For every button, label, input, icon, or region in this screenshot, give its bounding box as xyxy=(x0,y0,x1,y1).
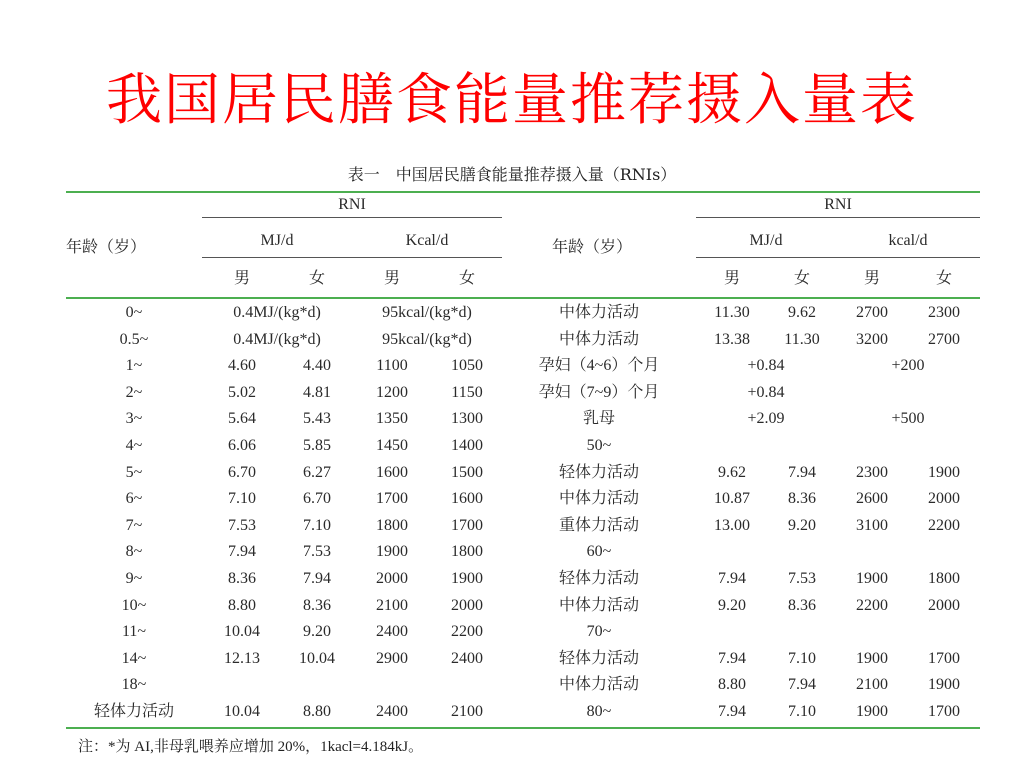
table-caption: 表一 中国居民膳食能量推荐摄入量（RNIs） xyxy=(347,165,677,184)
table-cell-f3: 8.36 xyxy=(788,596,816,614)
table-cell-m1: 10.04 xyxy=(224,703,260,720)
table-cell-f2: 2400 xyxy=(451,649,483,667)
table-cell-m1: 12.13 xyxy=(224,649,260,667)
table-cell-m3: 8.80 xyxy=(718,676,746,694)
table-cell-f4: 2300 xyxy=(928,304,960,321)
header-mjd-right: MJ/d xyxy=(749,232,783,249)
table-cell-b: 70~ xyxy=(586,623,612,641)
table-cell-f4: 1800 xyxy=(928,570,960,587)
table-cell-m3: 10.87 xyxy=(714,490,750,508)
table-cell-f1: 8.80 xyxy=(303,703,331,720)
table-cell-a: 2~ xyxy=(125,383,143,401)
rni-left-underline xyxy=(202,217,502,218)
table-cell-f4: 2700 xyxy=(928,330,960,348)
table-cell-m1: 7.53 xyxy=(228,516,256,534)
table-cell-m4: +500 xyxy=(891,410,925,428)
table-cell-m4: 3200 xyxy=(856,330,888,348)
table-cell-m1: 6.70 xyxy=(228,463,256,481)
table-cell-f2: 1400 xyxy=(451,437,483,454)
table-cell-f3: 7.94 xyxy=(788,463,816,481)
table-cell-f1: 4.40 xyxy=(303,357,331,375)
table-cell-f2: 1050 xyxy=(451,357,483,375)
header-bottom-rule xyxy=(66,297,980,299)
table-cell-b: 孕妇（4~6）个月 xyxy=(538,357,660,375)
table-cell-a: 8~ xyxy=(125,543,143,561)
table-cell-m2: 1800 xyxy=(376,516,408,534)
table-cell-a: 5~ xyxy=(125,463,143,481)
table-cell-m1: 8.36 xyxy=(228,570,256,587)
table-cell-m4: 2600 xyxy=(856,490,888,508)
table-cell-m3: 7.94 xyxy=(718,649,746,667)
table-cell-a: 1~ xyxy=(125,357,143,375)
table-cell-f1: 6.70 xyxy=(303,490,331,508)
table-cell-f2: 2100 xyxy=(451,703,483,720)
header-kcal-right: kcal/d xyxy=(888,232,928,249)
table-cell-a: 7~ xyxy=(125,516,143,534)
header-female: 女 xyxy=(935,270,952,287)
header-male: 男 xyxy=(233,270,250,287)
table-cell-m2: 1900 xyxy=(376,543,408,561)
table-cell-m1: 6.06 xyxy=(228,437,256,454)
table-cell-f1: 5.85 xyxy=(303,437,331,454)
table-cell-m2: 1350 xyxy=(376,410,408,428)
table-cell-m3: +2.09 xyxy=(747,410,785,428)
table-bottom-rule xyxy=(66,727,980,729)
header-female: 女 xyxy=(308,270,325,287)
table-cell-m1: 0.4MJ/(kg*d) xyxy=(233,304,321,321)
table-cell-m1: 8.80 xyxy=(228,596,256,614)
rni-right-underline xyxy=(696,217,980,218)
header-female: 女 xyxy=(458,270,475,287)
table-cell-m2: 2100 xyxy=(376,596,408,614)
header-kcal-left: Kcal/d xyxy=(405,232,449,249)
table-cell-f4: 2000 xyxy=(928,490,960,508)
table-cell-b: 中体力活动 xyxy=(558,490,639,508)
table-cell-a: 11~ xyxy=(121,623,147,641)
table-cell-f1: 7.10 xyxy=(303,516,331,534)
table-cell-m3: 7.94 xyxy=(718,570,746,587)
table-cell-b: 中体力活动 xyxy=(558,330,639,348)
table-cell-a: 轻体力活动 xyxy=(93,703,174,720)
table-cell-a: 18~ xyxy=(121,676,147,694)
table-cell-f3: 7.10 xyxy=(788,703,816,720)
table-cell-m3: +0.84 xyxy=(747,383,785,401)
table-cell-m2: 95kcal/(kg*d) xyxy=(382,330,472,348)
table-cell-m1: 7.10 xyxy=(228,490,256,508)
header-age-right: 年龄（岁） xyxy=(551,239,632,256)
table-cell-b: 中体力活动 xyxy=(558,304,639,321)
unit-left-underline xyxy=(202,257,502,258)
table-cell-f3: 8.36 xyxy=(788,490,816,508)
table-cell-m2: 1450 xyxy=(376,437,408,454)
table-cell-m2: 1700 xyxy=(376,490,408,508)
table-cell-f4: 1900 xyxy=(928,463,960,481)
table-cell-m2: 95kcal/(kg*d) xyxy=(382,304,472,321)
table-cell-f3: 9.20 xyxy=(788,516,816,534)
table-cell-f2: 1150 xyxy=(451,383,483,401)
table-cell-b: 中体力活动 xyxy=(558,676,639,694)
table-cell-m2: 2400 xyxy=(376,703,408,720)
table-cell-m4: 2300 xyxy=(856,463,888,481)
table-cell-f3: 11.30 xyxy=(784,330,820,348)
table-cell-a: 3~ xyxy=(125,410,143,428)
table-cell-f1: 8.36 xyxy=(303,596,331,614)
header-rni-right: RNI xyxy=(824,196,852,213)
table-cell-f2: 2000 xyxy=(451,596,483,614)
table-cell-f4: 1700 xyxy=(928,649,960,667)
table-cell-f1: 5.43 xyxy=(303,410,331,428)
table-cell-m4: 2700 xyxy=(856,304,888,321)
table-cell-a: 9~ xyxy=(125,570,143,587)
table-cell-m4: 3100 xyxy=(856,516,888,534)
table-cell-m2: 1600 xyxy=(376,463,408,481)
table-cell-f2: 1500 xyxy=(451,463,483,481)
table-cell-b: 孕妇（7~9）个月 xyxy=(538,383,660,401)
header-female: 女 xyxy=(793,270,810,287)
table-cell-m2: 1200 xyxy=(376,383,408,401)
table-cell-f1: 6.27 xyxy=(303,463,331,481)
table-cell-m2: 2000 xyxy=(376,570,408,587)
table-cell-b: 中体力活动 xyxy=(558,596,639,614)
table-cell-f4: 2200 xyxy=(928,516,960,534)
table-cell-m3: 11.30 xyxy=(714,304,750,321)
table-cell-m4: 2200 xyxy=(856,596,888,614)
table-cell-b: 轻体力活动 xyxy=(558,570,639,587)
header-male: 男 xyxy=(723,270,740,287)
table-cell-a: 6~ xyxy=(125,490,143,508)
table-cell-b: 80~ xyxy=(586,703,612,720)
header-mjd-left: MJ/d xyxy=(260,232,294,249)
table-cell-f2: 1600 xyxy=(451,490,483,508)
table-cell-f1: 7.53 xyxy=(303,543,331,561)
header-rni-left: RNI xyxy=(338,196,366,213)
table-cell-f1: 7.94 xyxy=(303,570,331,587)
table-cell-a: 0.5~ xyxy=(119,330,149,348)
table-cell-b: 乳母 xyxy=(582,410,615,428)
table-cell-m3: 9.62 xyxy=(718,463,746,481)
table-cell-m3: 7.94 xyxy=(718,703,746,720)
table-cell-f3: 7.53 xyxy=(788,570,816,587)
table-cell-f2: 2200 xyxy=(451,623,483,641)
table-cell-m3: 13.00 xyxy=(714,516,750,534)
table-cell-f4: 1900 xyxy=(928,676,960,694)
table-cell-b: 60~ xyxy=(586,543,612,561)
table-cell-m4: 1900 xyxy=(856,570,888,587)
table-cell-m2: 2400 xyxy=(376,623,408,641)
table-cell-f2: 1800 xyxy=(451,543,483,561)
table-cell-f3: 7.10 xyxy=(788,649,816,667)
table-cell-a: 0~ xyxy=(125,304,143,321)
table-cell-f4: 2000 xyxy=(928,596,960,614)
table-cell-m4: +200 xyxy=(891,357,925,375)
table-cell-f3: 7.94 xyxy=(788,676,816,694)
table-cell-a: 4~ xyxy=(125,437,143,454)
table-cell-b: 50~ xyxy=(586,437,612,454)
table-cell-m1: 7.94 xyxy=(228,543,256,561)
table-cell-m3: +0.84 xyxy=(747,357,785,375)
table-cell-f2: 1700 xyxy=(451,516,483,534)
table-cell-f1: 4.81 xyxy=(303,383,331,401)
table-cell-f3: 9.62 xyxy=(788,304,816,321)
table-cell-m3: 9.20 xyxy=(718,596,746,614)
header-male: 男 xyxy=(383,270,400,287)
header-age-left: 年龄（岁） xyxy=(66,239,147,256)
table-cell-m1: 5.64 xyxy=(228,410,256,428)
table-cell-m3: 13.38 xyxy=(714,330,750,348)
table-cell-m2: 2900 xyxy=(376,649,408,667)
table-footnote: 注：*为 AI,非母乳喂养应增加 20%，1kacl=4.184kJ。 xyxy=(78,739,424,755)
table-cell-a: 14~ xyxy=(121,649,147,667)
slide-title: 我国居民膳食能量推荐摄入量表 xyxy=(106,68,918,133)
table-cell-m1: 4.60 xyxy=(228,357,256,375)
table-cell-f2: 1900 xyxy=(451,570,483,587)
table-cell-f1: 10.04 xyxy=(299,649,335,667)
table-cell-m1: 5.02 xyxy=(228,383,256,401)
table-cell-f2: 1300 xyxy=(451,410,483,428)
table-cell-m1: 0.4MJ/(kg*d) xyxy=(233,330,321,348)
unit-right-underline xyxy=(696,257,980,258)
table-cell-b: 轻体力活动 xyxy=(558,463,639,481)
table-cell-m1: 10.04 xyxy=(224,623,260,641)
table-cell-f1: 9.20 xyxy=(303,623,331,641)
table-cell-m2: 1100 xyxy=(376,357,408,375)
table-cell-a: 10~ xyxy=(121,596,147,614)
table-cell-m4: 1900 xyxy=(856,703,888,720)
table-cell-f4: 1700 xyxy=(928,703,960,720)
header-male: 男 xyxy=(863,270,880,287)
table-cell-m4: 1900 xyxy=(856,649,888,667)
table-cell-b: 重体力活动 xyxy=(558,516,639,534)
table-cell-m4: 2100 xyxy=(856,676,888,694)
table-cell-b: 轻体力活动 xyxy=(558,649,639,667)
